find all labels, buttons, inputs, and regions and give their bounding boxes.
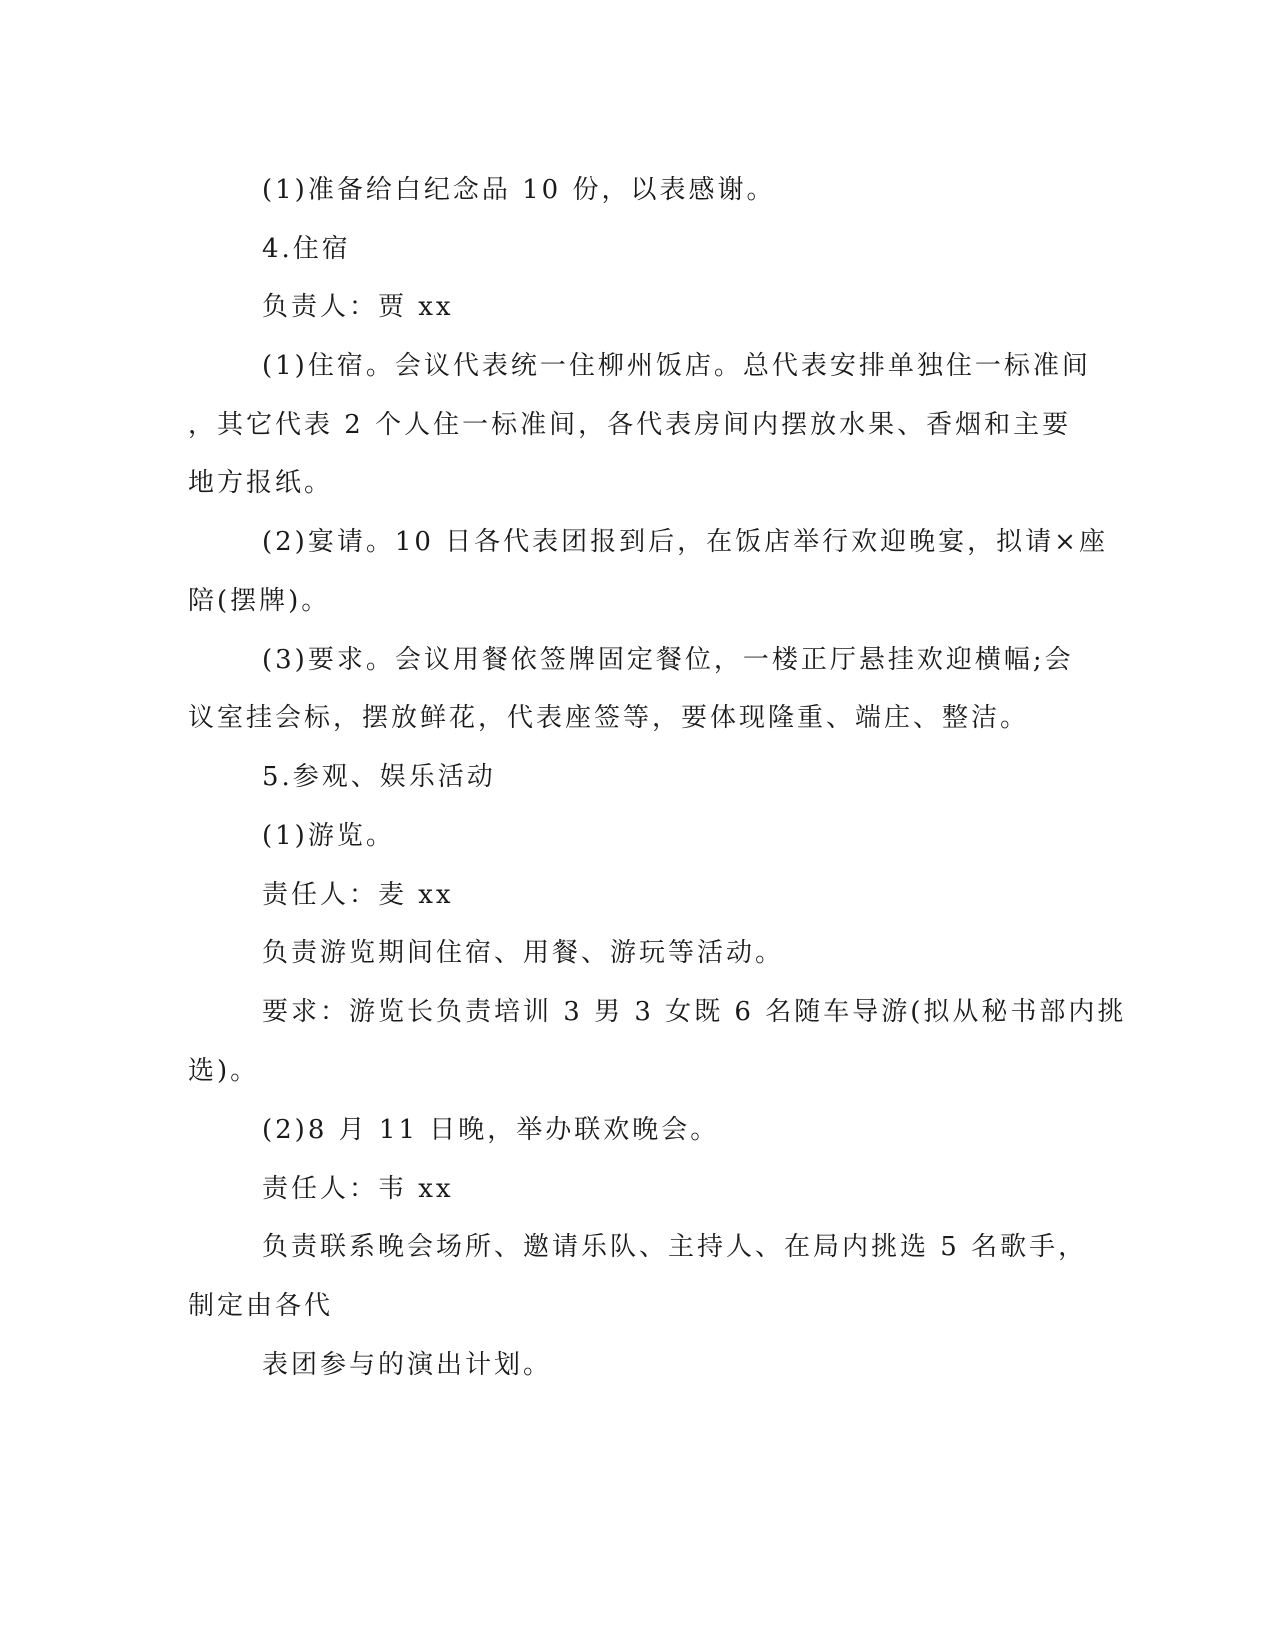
paragraph-party-duties-line-2: 制定由各代 (188, 1291, 334, 1321)
section-heading-activities: 5.参观、娱乐活动 (262, 762, 496, 792)
paragraph-banquet-line-1: (2)宴请。10 日各代表团报到后，在饭店举行欢迎晚宴，拟请×座 (262, 527, 1108, 557)
paragraph-lodging-line-3: 地方报纸。 (188, 468, 334, 498)
subheading-evening-party: (2)8 月 11 日晚，举办联欢晚会。 (262, 1115, 720, 1145)
lodging-responsible-person: 负责人：贾 xx (262, 292, 454, 322)
paragraph-banquet-line-2: 陪(摆牌)。 (188, 586, 331, 616)
paragraph-souvenir: (1)准备给白纪念品 10 份，以表感谢。 (262, 175, 776, 205)
party-responsible-person: 责任人：韦 xx (262, 1174, 454, 1204)
paragraph-lodging-line-1: (1)住宿。会议代表统一住柳州饭店。总代表安排单独住一标准间 (262, 351, 1091, 381)
paragraph-requirements-line-2: 议室挂会标，摆放鲜花，代表座签等，要体现隆重、端庄、整洁。 (188, 703, 1030, 733)
paragraph-sightseeing-requirements-line-1: 要求：游览长负责培训 3 男 3 女既 6 名随车导游(拟从秘书部内挑 (262, 997, 1127, 1027)
paragraph-requirements-line-1: (3)要求。会议用餐依签牌固定餐位，一楼正厅悬挂欢迎横幅;会 (262, 645, 1074, 675)
paragraph-sightseeing-duties: 负责游览期间住宿、用餐、游玩等活动。 (262, 938, 785, 968)
paragraph-lodging-line-2: ，其它代表 2 个人住一标准间，各代表房间内摆放水果、香烟和主要 (188, 410, 1072, 440)
paragraph-party-duties-line-1: 负责联系晚会场所、邀请乐队、主持人、在局内挑选 5 名歌手， (262, 1232, 1088, 1262)
subheading-sightseeing: (1)游览。 (262, 821, 395, 851)
paragraph-party-duties-line-3: 表团参与的演出计划。 (262, 1350, 553, 1380)
sightseeing-responsible-person: 责任人：麦 xx (262, 880, 454, 910)
section-heading-lodging: 4.住宿 (262, 234, 351, 264)
paragraph-sightseeing-requirements-line-2: 选)。 (188, 1056, 260, 1086)
